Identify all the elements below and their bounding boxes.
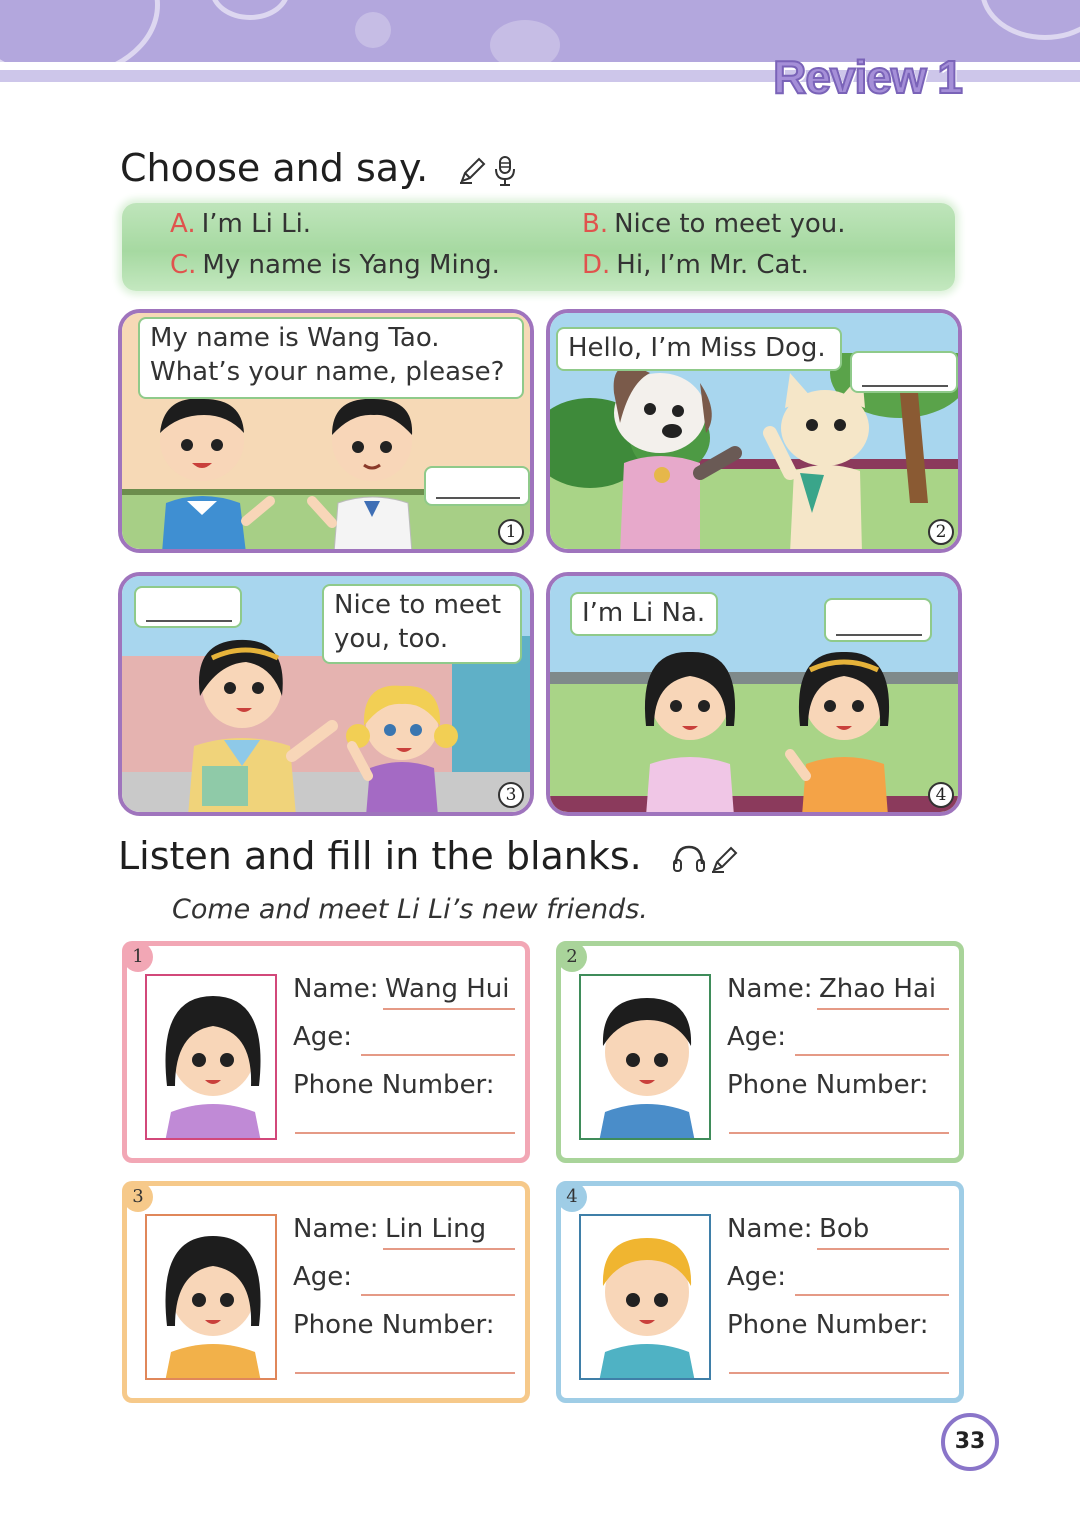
option-d bbox=[582, 250, 809, 280]
phone-blank[interactable] bbox=[295, 1132, 515, 1134]
name-label: Name: bbox=[293, 974, 379, 1004]
phone-blank[interactable] bbox=[729, 1372, 949, 1374]
age-label: Age: bbox=[293, 1022, 353, 1052]
name-value: Wang Hui bbox=[385, 974, 510, 1004]
section-subtitle: Come and meet Li Li’s new friends. bbox=[172, 894, 648, 925]
friend-portrait bbox=[579, 1214, 711, 1380]
card-number: 3 bbox=[123, 1182, 153, 1212]
heading-icons bbox=[672, 844, 740, 874]
friend-card-2 bbox=[556, 941, 964, 1163]
answer-blank-line[interactable] bbox=[836, 634, 922, 636]
options-box bbox=[122, 203, 955, 291]
speech-bubble bbox=[322, 584, 522, 664]
name-value: Lin Ling bbox=[385, 1214, 487, 1244]
name-underline bbox=[817, 1248, 949, 1250]
bubble-text: Hello, I’m Miss Dog. bbox=[568, 333, 826, 363]
friend-portrait bbox=[579, 974, 711, 1140]
option-letter: D. bbox=[582, 250, 611, 280]
panel-number: 3 bbox=[498, 782, 524, 808]
comic-panel-3 bbox=[118, 572, 534, 816]
heading-icons bbox=[458, 155, 518, 187]
friend-card-1 bbox=[122, 941, 530, 1163]
option-text: I’m Li Li. bbox=[201, 209, 312, 239]
name-value: Bob bbox=[819, 1214, 870, 1244]
page-number: 33 bbox=[941, 1413, 999, 1471]
option-letter: C. bbox=[170, 250, 197, 280]
phone-label: Phone Number: bbox=[293, 1070, 495, 1100]
friend-portrait bbox=[145, 974, 277, 1140]
age-blank[interactable] bbox=[795, 1294, 949, 1296]
name-label: Name: bbox=[727, 974, 813, 1004]
decor-circle bbox=[0, 0, 160, 62]
speech-bubble bbox=[556, 327, 842, 371]
name-label: Name: bbox=[293, 1214, 379, 1244]
section-heading-listen bbox=[118, 834, 740, 878]
pencil-icon bbox=[458, 155, 488, 185]
option-text: Hi, I’m Mr. Cat. bbox=[616, 250, 809, 280]
phone-blank[interactable] bbox=[729, 1132, 949, 1134]
decor-circle bbox=[980, 0, 1080, 40]
panel-number: 1 bbox=[498, 519, 524, 545]
pencil-icon bbox=[710, 844, 740, 874]
section-heading-text: Listen and fill in the blanks. bbox=[118, 834, 642, 878]
answer-blank-line[interactable] bbox=[146, 620, 232, 622]
option-letter: B. bbox=[582, 209, 609, 239]
decor-dot bbox=[490, 20, 560, 62]
phone-label: Phone Number: bbox=[727, 1310, 929, 1340]
phone-label: Phone Number: bbox=[293, 1310, 495, 1340]
name-value: Zhao Hai bbox=[819, 974, 937, 1004]
unit-title: Review 1 bbox=[773, 51, 962, 103]
friend-card-3 bbox=[122, 1181, 530, 1403]
bubble-text: What’s your name, please? bbox=[150, 357, 505, 387]
speech-bubble bbox=[570, 592, 718, 636]
decor-dot bbox=[355, 12, 391, 48]
card-number: 4 bbox=[557, 1182, 587, 1212]
age-blank[interactable] bbox=[361, 1054, 515, 1056]
bubble-text: I’m Li Na. bbox=[582, 598, 706, 628]
section-heading-choose bbox=[120, 146, 518, 190]
option-text: Nice to meet you. bbox=[614, 209, 846, 239]
two-girls-illustration bbox=[610, 636, 940, 816]
phone-label: Phone Number: bbox=[727, 1070, 929, 1100]
name-underline bbox=[383, 1248, 515, 1250]
speech-bubble bbox=[138, 317, 524, 399]
headphones-icon bbox=[672, 844, 706, 874]
comic-panel-2 bbox=[546, 309, 962, 553]
answer-blank-line[interactable] bbox=[436, 497, 520, 499]
bubble-text: My name is Wang Tao. bbox=[150, 323, 440, 353]
microphone-icon bbox=[492, 155, 518, 187]
answer-bubble bbox=[424, 466, 530, 506]
answer-blank-line[interactable] bbox=[862, 385, 948, 387]
bubble-text: Nice to meet bbox=[334, 590, 502, 620]
decor-circle bbox=[210, 0, 290, 20]
phone-blank[interactable] bbox=[295, 1372, 515, 1374]
option-c bbox=[170, 250, 500, 280]
age-label: Age: bbox=[727, 1022, 787, 1052]
card-number: 2 bbox=[557, 942, 587, 972]
age-blank[interactable] bbox=[361, 1294, 515, 1296]
age-label: Age: bbox=[293, 1262, 353, 1292]
child-portrait-illustration bbox=[581, 1216, 711, 1380]
child-portrait-illustration bbox=[147, 976, 277, 1140]
option-letter: A. bbox=[170, 209, 196, 239]
age-label: Age: bbox=[727, 1262, 787, 1292]
name-label: Name: bbox=[727, 1214, 813, 1244]
friend-card-4 bbox=[556, 1181, 964, 1403]
option-b bbox=[582, 209, 846, 239]
comic-panel-4 bbox=[546, 572, 962, 816]
bubble-text: you, too. bbox=[334, 624, 449, 654]
option-text: My name is Yang Ming. bbox=[202, 250, 500, 280]
name-underline bbox=[817, 1008, 949, 1010]
panel-number: 4 bbox=[928, 782, 954, 808]
age-blank[interactable] bbox=[795, 1054, 949, 1056]
friend-portrait bbox=[145, 1214, 277, 1380]
name-underline bbox=[383, 1008, 515, 1010]
card-number: 1 bbox=[123, 942, 153, 972]
child-portrait-illustration bbox=[581, 976, 711, 1140]
child-portrait-illustration bbox=[147, 1216, 277, 1380]
option-a bbox=[170, 209, 311, 239]
section-heading-text: Choose and say. bbox=[120, 146, 429, 190]
comic-panel-1 bbox=[118, 309, 534, 553]
panel-number: 2 bbox=[928, 519, 954, 545]
